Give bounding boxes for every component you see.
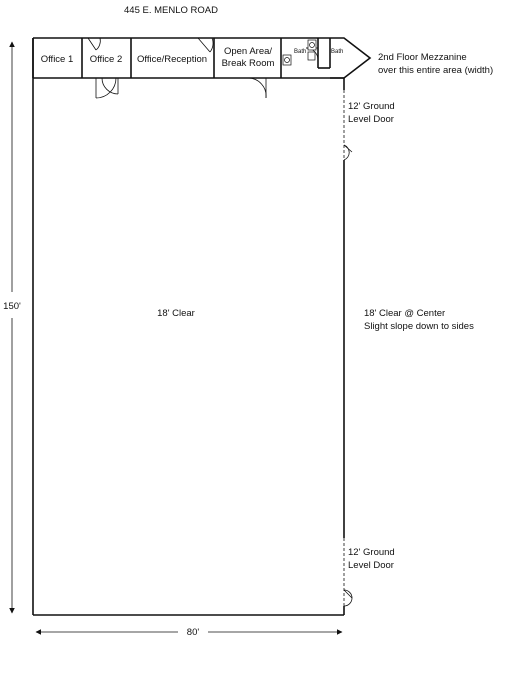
building-outline <box>33 38 344 615</box>
bottom-door-line2: Level Door <box>348 560 394 571</box>
room-office-2: Office 2 <box>89 54 123 65</box>
dimension-width-label: 80' <box>186 627 200 638</box>
mezzanine-line2: over this entire area (width) <box>378 65 494 76</box>
room-bath-left: Bath <box>294 49 307 55</box>
room-bath-right: Bath <box>331 49 344 55</box>
door-swings <box>88 38 318 98</box>
dimension-height-label: 150' <box>3 301 21 312</box>
clear-height-main: 18' Clear <box>157 308 195 319</box>
room-open-area-line1: Open Area/ <box>223 46 273 57</box>
top-door-line1: 12' Ground <box>348 101 395 112</box>
room-office-reception: Office/Reception <box>136 54 208 65</box>
top-door-line2: Level Door <box>348 114 394 125</box>
mezzanine-arrow <box>330 38 370 78</box>
room-open-area-line2: Break Room <box>221 58 275 69</box>
clear-center-line1: 18' Clear @ Center <box>364 308 446 319</box>
address-label: 445 E. MENLO ROAD <box>124 5 218 16</box>
clear-center-line2: Slight slope down to sides <box>364 321 474 332</box>
mezzanine-line1: 2nd Floor Mezzanine <box>378 52 467 63</box>
bottom-door-line1: 12' Ground <box>348 547 395 558</box>
room-office-1: Office 1 <box>40 54 74 65</box>
